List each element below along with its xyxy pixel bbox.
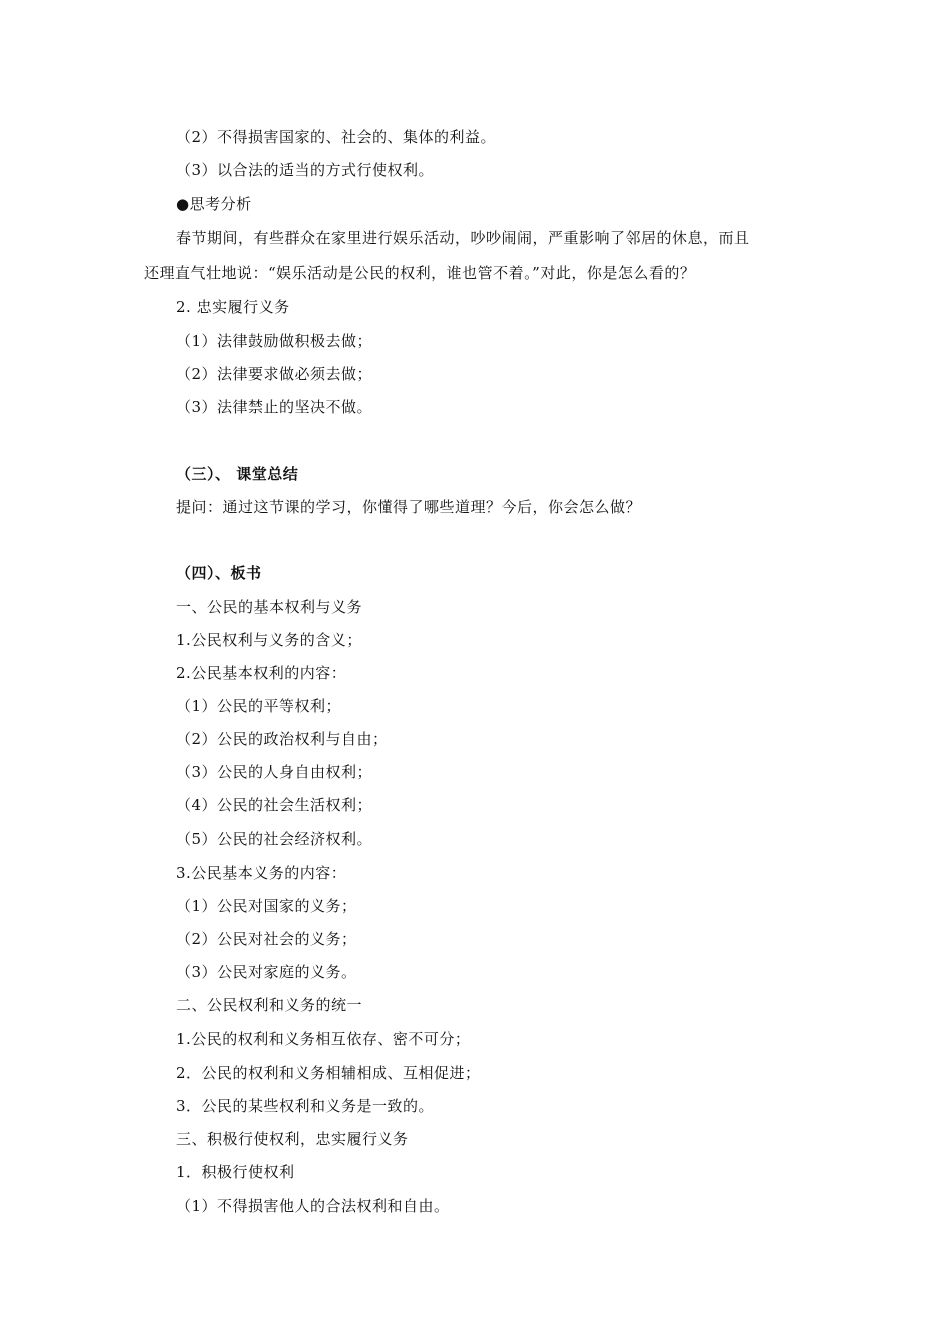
- text-line: （1）公民对国家的义务；: [176, 897, 357, 915]
- section-heading: （三）、 课堂总结: [176, 465, 299, 483]
- text-line: 二、公民权利和义务的统一: [176, 996, 363, 1014]
- text-line: （3）法律禁止的坚决不做。: [176, 398, 373, 416]
- text-line: 提问：通过这节课的学习，你懂得了哪些道理？今后，你会怎么做？: [176, 498, 642, 516]
- section-heading: （四）、板书: [176, 564, 262, 582]
- text-line: （2）法律要求做必须去做；: [176, 365, 373, 383]
- text-line: 2.公民基本权利的内容：: [176, 664, 347, 682]
- text-line: 1.公民的权利和义务相互依存、密不可分；: [176, 1030, 471, 1048]
- text-line: （4）公民的社会生活权利；: [176, 796, 373, 814]
- text-line: 三、积极行使权利，忠实履行义务: [176, 1130, 409, 1148]
- text-line: （1）法律鼓励做积极去做；: [176, 332, 373, 350]
- text-line: （2）公民的政治权利与自由；: [176, 730, 388, 748]
- paragraph-line: 还理直气壮地说：“娱乐活动是公民的权利，谁也管不着。”对此，你是怎么看的？: [144, 264, 696, 282]
- text-line: （1）公民的平等权利；: [176, 697, 342, 715]
- text-line: 3.公民基本义务的内容：: [176, 864, 347, 882]
- paragraph-line: 春节期间，有些群众在家里进行娱乐活动，吵吵闹闹，严重影响了邻居的休息，而且: [176, 229, 750, 247]
- text-line: 1.公民权利与义务的含义；: [176, 631, 362, 649]
- text-line: （2）不得损害国家的、社会的、集体的利益。: [176, 128, 497, 146]
- text-line: 2．公民的权利和义务相辅相成、互相促进；: [176, 1064, 481, 1082]
- text-line: （5）公民的社会经济权利。: [176, 830, 373, 848]
- text-line: （3）公民对家庭的义务。: [176, 963, 357, 981]
- text-line: 2. 忠实履行义务: [176, 298, 290, 316]
- text-line: （3）公民的人身自由权利；: [176, 763, 373, 781]
- text-line: 1．积极行使权利: [176, 1163, 295, 1181]
- section-heading: ●思考分析: [176, 195, 252, 213]
- text-line: （3）以合法的适当的方式行使权利。: [176, 161, 435, 179]
- text-line: 3．公民的某些权利和义务是一致的。: [176, 1097, 435, 1115]
- text-line: （1）不得损害他人的合法权利和自由。: [176, 1197, 450, 1215]
- text-line: 一、公民的基本权利与义务: [176, 598, 363, 616]
- text-line: （2）公民对社会的义务；: [176, 930, 357, 948]
